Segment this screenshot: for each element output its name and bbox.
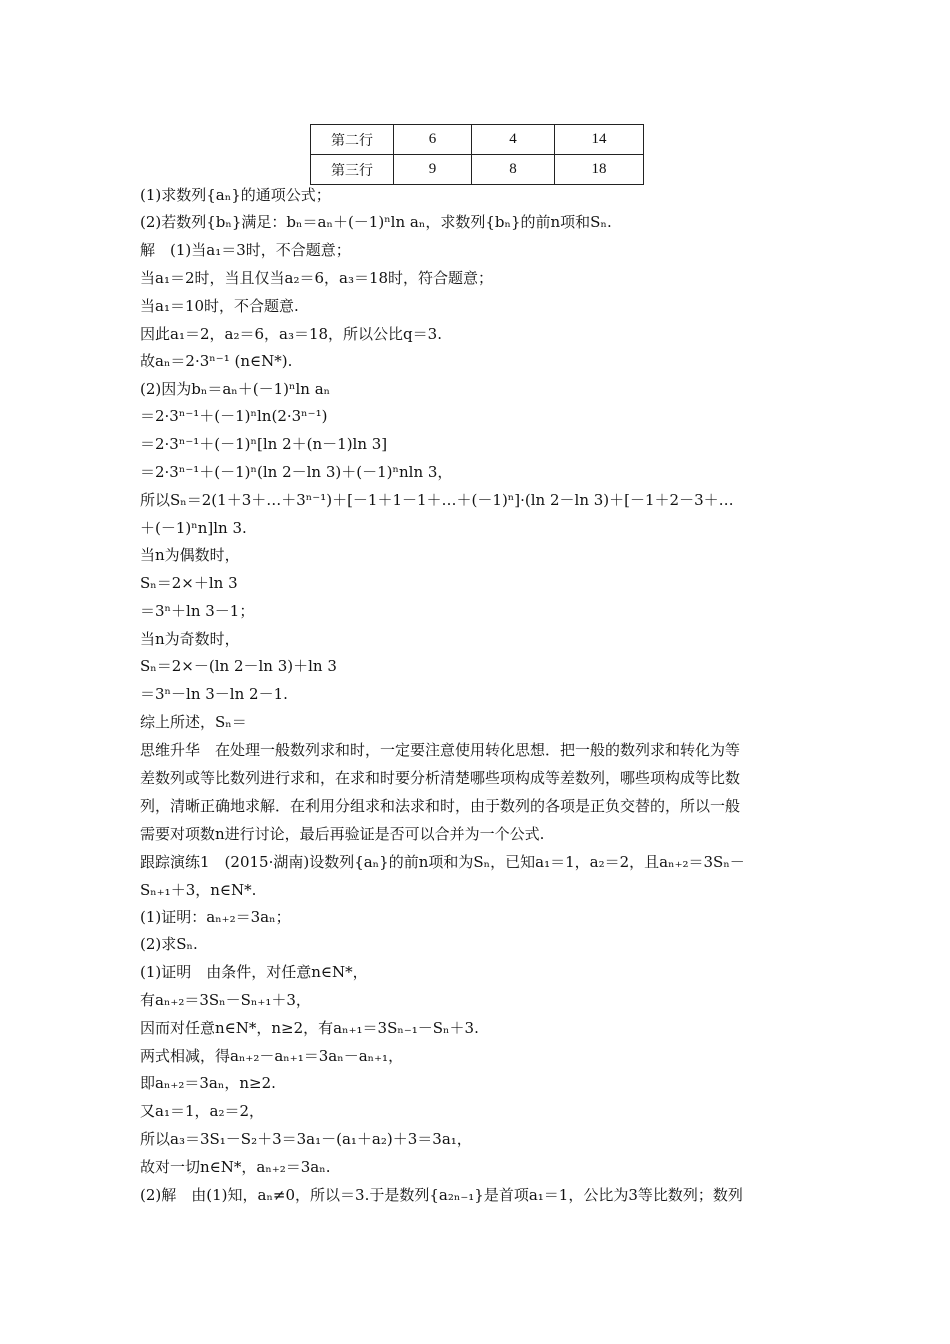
text-line: ＋(－1)ⁿn]ln 3. — [140, 519, 247, 537]
table-cell: 第三行 — [311, 155, 394, 185]
table-cell: 14 — [555, 125, 644, 155]
text-line: (1)证明：aₙ₊₂＝3aₙ； — [140, 908, 291, 926]
table-cell: 第二行 — [311, 125, 394, 155]
text-line: ＝2·3ⁿ⁻¹＋(－1)ⁿ(ln 2－ln 3)＋(－1)ⁿnln 3， — [140, 463, 453, 481]
text-line: 列，清晰正确地求解．在利用分组求和法求和时，由于数列的各项是正负交替的，所以一般 — [140, 797, 741, 815]
text-line: (1)求数列{aₙ}的通项公式； — [140, 186, 331, 204]
text-line: (2)若数列{bₙ}满足：bₙ＝aₙ＋(－1)ⁿln aₙ，求数列{bₙ}的前n项和Sₙ. — [140, 213, 612, 231]
table-row — [311, 125, 644, 155]
text-line: ＝3ⁿ－ln 3－ln 2－1. — [140, 685, 288, 703]
text-line: Sₙ＝2×－(ln 2－ln 3)＋ln 3 — [140, 657, 337, 675]
text-line: 当n为偶数时， — [140, 546, 240, 564]
text-line: 所以a₃＝3S₁－S₂＋3＝3a₁－(a₁＋a₂)＋3＝3a₁， — [140, 1130, 472, 1148]
text-line: 即aₙ₊₂＝3aₙ，n≥2. — [140, 1074, 276, 1092]
text-line: 差数列或等比数列进行求和，在求和时要分析清楚哪些项构成等差数列，哪些项构成等比数 — [140, 769, 741, 787]
text-line: 跟踪演练1 (2015·湖南)设数列{aₙ}的前n项和为Sₙ，已知a₁＝1，a₂＝2，且aₙ₊₂＝3Sₙ－ — [140, 853, 745, 871]
text-line: ＝3ⁿ＋ln 3－1； — [140, 602, 255, 620]
table-cell: 4 — [472, 125, 555, 155]
text-line: 有aₙ₊₂＝3Sₙ－Sₙ₊₁＋3， — [140, 991, 311, 1009]
text-line: ＝2·3ⁿ⁻¹＋(－1)ⁿln(2·3ⁿ⁻¹) — [140, 407, 328, 425]
text-line: (2)解 由(1)知，aₙ≠0，所以＝3.于是数列{a₂ₙ₋₁}是首项a₁＝1，公比为3等比数列；数列 — [140, 1186, 743, 1204]
text-line: (1)证明 由条件，对任意n∈N*， — [140, 963, 368, 981]
table-row — [311, 155, 644, 185]
text-line: 当n为奇数时， — [140, 630, 240, 648]
table-cell: 9 — [394, 155, 472, 185]
table-cell: 18 — [555, 155, 644, 185]
table-cell: 6 — [394, 125, 472, 155]
text-line: 故对一切n∈N*，aₙ₊₂＝3aₙ. — [140, 1158, 331, 1176]
text-line: 又a₁＝1，a₂＝2， — [140, 1102, 264, 1120]
text-line: 因而对任意n∈N*，n≥2，有aₙ₊₁＝3Sₙ₋₁－Sₙ＋3. — [140, 1019, 479, 1037]
table-cell: 8 — [472, 155, 555, 185]
data-table — [310, 124, 644, 185]
text-line: 因此a₁＝2，a₂＝6，a₃＝18，所以公比q＝3. — [140, 325, 442, 343]
text-line: 当a₁＝2时，当且仅当a₂＝6，a₃＝18时，符合题意； — [140, 269, 494, 287]
text-line: 思维升华 在处理一般数列求和时，一定要注意使用转化思想．把一般的数列求和转化为等 — [140, 741, 741, 759]
text-line: 所以Sₙ＝2(1＋3＋…＋3ⁿ⁻¹)＋[－1＋1－1＋…＋(－1)ⁿ]·(ln 2－ln 3)＋[－1＋2－3＋… — [140, 491, 734, 509]
text-line: (2)因为bₙ＝aₙ＋(－1)ⁿln aₙ — [140, 380, 331, 398]
text-line: Sₙ＝2×＋ln 3 — [140, 574, 238, 592]
text-line: 故aₙ＝2·3ⁿ⁻¹ (n∈N*). — [140, 352, 293, 370]
text-line: ＝2·3ⁿ⁻¹＋(－1)ⁿ[ln 2＋(n－1)ln 3] — [140, 435, 388, 453]
text-line: (2)求Sₙ. — [140, 935, 198, 953]
text-line: 两式相减，得aₙ₊₂－aₙ₊₁＝3aₙ－aₙ₊₁， — [140, 1047, 404, 1065]
text-line: Sₙ₊₁＋3，n∈N*. — [140, 881, 257, 899]
text-line: 解 (1)当a₁＝3时，不合题意； — [140, 241, 351, 259]
text-line: 需要对项数n进行讨论，最后再验证是否可以合并为一个公式. — [140, 825, 545, 843]
text-line: 综上所述，Sₙ＝ — [140, 713, 247, 731]
text-line: 当a₁＝10时，不合题意. — [140, 297, 299, 315]
